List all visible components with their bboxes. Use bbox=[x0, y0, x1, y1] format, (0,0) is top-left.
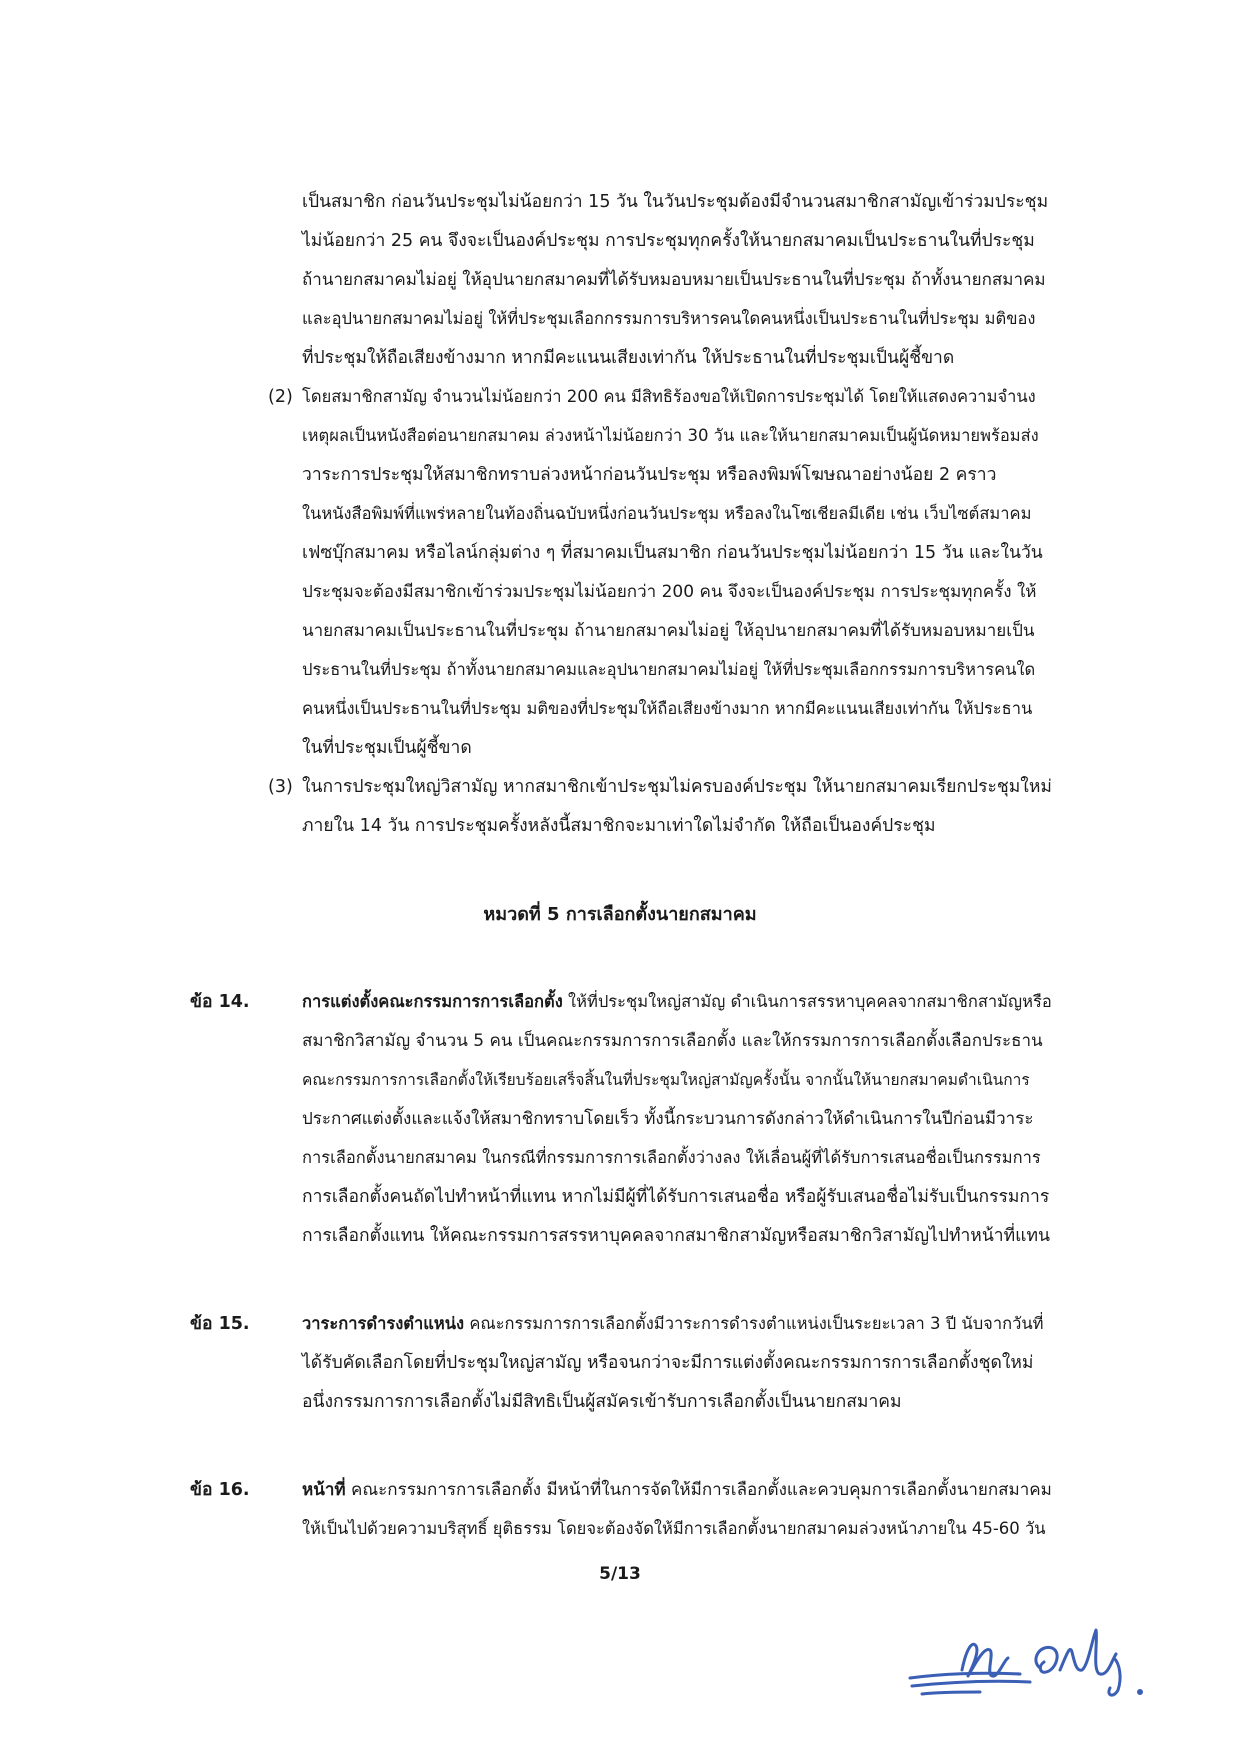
text-line: การเลือกตั้งคนถัดไปทำหน้าที่แทน หากไม่มีผู้ที่ได้รับการเสนอชื่อ หรือผู้รับเสนอชื่อไม่รับเป็นกรรมการ bbox=[302, 1187, 1050, 1207]
text-line bbox=[302, 1312, 1044, 1336]
text-line: ได้รับคัดเลือกโดยที่ประชุมใหญ่สามัญ หรือจนกว่าจะมีการแต่งตั้งคณะกรรมการการเลือกตั้งชุดใหม่ bbox=[302, 1353, 1034, 1373]
text-line: ประชุมจะต้องมีสมาชิกเข้าร่วมประชุมไม่น้อยกว่า 200 คน จึงจะเป็นองค์ประชุม การประชุมทุกครั้ง ให้ bbox=[302, 582, 1037, 602]
text-line: เหตุผลเป็นหนังสือต่อนายกสมาคม ล่วงหน้าไม่น้อยกว่า 30 วัน และให้นายกสมาคมเป็นผู้นัดหมายพร้อมส่ง bbox=[302, 426, 1039, 445]
item-number: (3) bbox=[268, 777, 293, 797]
clause-label: ข้อ 15. bbox=[190, 1314, 250, 1334]
text-line: ประธานในที่ประชุม ถ้าทั้งนายกสมาคมและอุปนายกสมาคมไม่อยู่ ให้ที่ประชุมเลือกกรรมการบริหารคนใด bbox=[302, 660, 1036, 679]
text-line bbox=[302, 990, 1052, 1014]
text-line: และอุปนายกสมาคมไม่อยู่ ให้ที่ประชุมเลือกกรรมการบริหารคนใดคนหนึ่งเป็นประธานในที่ประชุม มติของ bbox=[302, 309, 1036, 328]
text-line: ให้เป็นไปด้วยความบริสุทธิ์ ยุติธรรม โดยจะต้องจัดให้มีการเลือกตั้งนายกสมาคมล่วงหน้าภายใน 45-60 วัน bbox=[302, 1519, 1046, 1538]
clause-title: วาระการดำรงตำแหน่ง bbox=[302, 1314, 465, 1333]
text-line: คณะกรรมการการเลือกตั้งให้เรียบร้อยเสร็จสิ้นในที่ประชุมใหญ่สามัญครั้งนั้น จากนั้นให้นายกสมาคมดำเนินการ bbox=[302, 1071, 1030, 1089]
text-line bbox=[302, 1478, 1052, 1502]
clause-title: หน้าที่ bbox=[302, 1480, 346, 1500]
clause-text: คณะกรรมการการเลือกตั้ง มีหน้าที่ในการจัดให้มีการเลือกตั้งและควบคุมการเลือกตั้งนายกสมาคม bbox=[345, 1480, 1052, 1500]
text-line: ที่ประชุมให้ถือเสียงข้างมาก หากมีคะแนนเสียงเท่ากัน ให้ประธานในที่ประชุมเป็นผู้ชี้ขาด bbox=[302, 348, 955, 368]
text-line: การเลือกตั้งนายกสมาคม ในกรณีที่กรรมการการเลือกตั้งว่างลง ให้เลื่อนผู้ที่ได้รับการเสนอชื่อเป็นกรรมการ bbox=[302, 1148, 1041, 1167]
text-line: เฟซบุ๊กสมาคม หรือไลน์กลุ่มต่าง ๆ ที่สมาคมเป็นสมาชิก ก่อนวันประชุมไม่น้อยกว่า 15 วัน และในวัน bbox=[302, 543, 1043, 563]
clause-text: คณะกรรมการการเลือกตั้งมีวาระการดำรงตำแหน่งเป็นระยะเวลา 3 ปี นับจากวันที่ bbox=[464, 1314, 1044, 1333]
clause-label: ข้อ 14. bbox=[190, 992, 250, 1012]
text-line: การเลือกตั้งแทน ให้คณะกรรมการสรรหาบุคคลจากสมาชิกสามัญหรือสมาชิกวิสามัญไปทำหน้าที่แทน bbox=[302, 1226, 1050, 1246]
section-heading: หมวดที่ 5 การเลือกตั้งนายกสมาคม bbox=[483, 904, 757, 925]
signature-icon bbox=[900, 1600, 1160, 1710]
text-line: ในที่ประชุมเป็นผู้ชี้ขาด bbox=[302, 738, 472, 758]
text-line: ภายใน 14 วัน การประชุมครั้งหลังนี้สมาชิกจะมาเท่าใดไม่จำกัด ให้ถือเป็นองค์ประชุม bbox=[302, 816, 936, 836]
text-line: ประกาศแต่งตั้งและแจ้งให้สมาชิกทราบโดยเร็ว ทั้งนี้กระบวนการดังกล่าวให้ดำเนินการในปีก่อนมีวาระ bbox=[302, 1109, 1034, 1129]
text-line: อนึ่งกรรมการการเลือกตั้งไม่มีสิทธิเป็นผู้สมัครเข้ารับการเลือกตั้งเป็นนายกสมาคม bbox=[302, 1392, 902, 1412]
clause-text: ให้ที่ประชุมใหญ่สามัญ ดำเนินการสรรหาบุคคลจากสมาชิกสามัญหรือ bbox=[562, 992, 1052, 1011]
text-line: โดยสมาชิกสามัญ จำนวนไม่น้อยกว่า 200 คน มีสิทธิร้องขอให้เปิดการประชุมได้ โดยให้แสดงความจำนง bbox=[302, 387, 1036, 406]
clause-title: การแต่งตั้งคณะกรรมการการเลือกตั้ง bbox=[302, 992, 563, 1011]
text-line: ถ้านายกสมาคมไม่อยู่ ให้อุปนายกสมาคมที่ได้รับหมอบหมายเป็นประธานในที่ประชุม ถ้าทั้งนายกสมาคม bbox=[302, 270, 1046, 290]
text-line: ในหนังสือพิมพ์ที่แพร่หลายในท้องถิ่นฉบับหนึ่งก่อนวันประชุม หรือลงในโซเชียลมีเดีย เช่น เว็บไซต์สมาคม bbox=[302, 504, 1032, 523]
text-line: ไม่น้อยกว่า 25 คน จึงจะเป็นองค์ประชุม การประชุมทุกครั้งให้นายกสมาคมเป็นประธานในที่ประชุม bbox=[302, 231, 1035, 251]
item-number: (2) bbox=[268, 387, 293, 407]
clause-label: ข้อ 16. bbox=[190, 1480, 250, 1500]
text-line: วาระการประชุมให้สมาชิกทราบล่วงหน้าก่อนวันประชุม หรือลงพิมพ์โฆษณาอย่างน้อย 2 คราว bbox=[302, 465, 997, 485]
page-number: 5/13 bbox=[599, 1564, 641, 1584]
text-line: ในการประชุมใหญ่วิสามัญ หากสมาชิกเข้าประชุมไม่ครบองค์ประชุม ให้นายกสมาคมเรียกประชุมใหม่ bbox=[302, 777, 1052, 797]
text-line: นายกสมาคมเป็นประธานในที่ประชุม ถ้านายกสมาคมไม่อยู่ ให้อุปนายกสมาคมที่ได้รับหมอบหมายเป็น bbox=[302, 621, 1035, 641]
text-line: คนหนึ่งเป็นประธานในที่ประชุม มติของที่ประชุมให้ถือเสียงข้างมาก หากมีคะแนนเสียงเท่ากัน ให้ประธาน bbox=[302, 699, 1033, 718]
text-line: สมาชิกวิสามัญ จำนวน 5 คน เป็นคณะกรรมการการเลือกตั้ง และให้กรรมการการเลือกตั้งเลือกประธาน bbox=[302, 1031, 1043, 1051]
text-line: เป็นสมาชิก ก่อนวันประชุมไม่น้อยกว่า 15 วัน ในวันประชุมต้องมีจำนวนสมาชิกสามัญเข้าร่วมประชุม bbox=[302, 192, 1049, 212]
